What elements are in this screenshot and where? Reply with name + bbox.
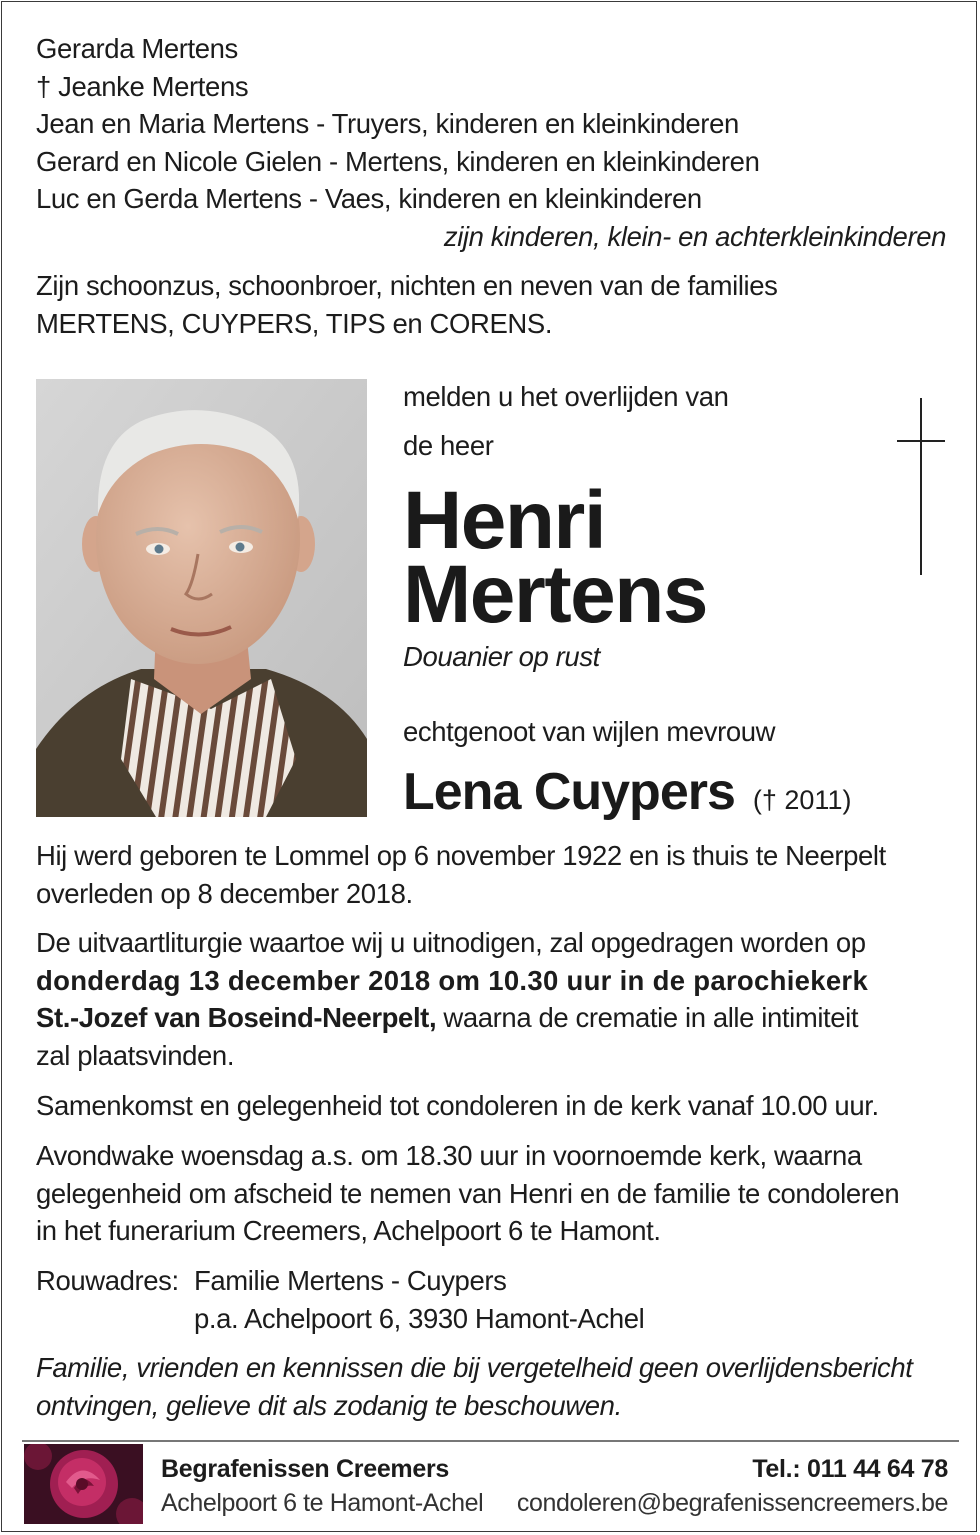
deceased-occupation: Douanier op rust: [403, 641, 600, 672]
funeral-line-4: zal plaatsvinden.: [36, 1039, 235, 1071]
address-label: Rouwadres:: [36, 1265, 179, 1296]
spouse-line: [403, 762, 851, 822]
relatives-line-2: MERTENS, CUYPERS, TIPS en CORENS.: [36, 307, 553, 339]
company-email[interactable]: condoleren@begrafenissencreemers.be: [516, 1489, 948, 1517]
relatives-line-1: Zijn schoonzus, schoonbroer, nichten en neven van de families: [36, 270, 778, 301]
spouse-intro: echtgenoot van wijlen mevrouw: [403, 716, 776, 747]
footer-divider: [22, 1440, 959, 1442]
deceased-last-name: Mertens: [403, 549, 707, 640]
announcement-title: de heer: [403, 430, 494, 461]
family-line-3: Jean en Maria Mertens - Truyers, kinderen en kleinkinderen: [36, 108, 739, 139]
announcement-intro: melden u het overlijden van: [403, 381, 729, 412]
family-line-4: Gerard en Nicole Gielen - Mertens, kinderen en kleinkinderen: [36, 145, 760, 177]
birth-line-2: overleden op 8 december 2018.: [36, 877, 413, 909]
company-name: Begrafenissen Creemers: [161, 1455, 449, 1483]
spouse-died: († 2011): [752, 785, 852, 815]
family-summary: zijn kinderen, klein- en achterkleinkinderen: [443, 220, 946, 252]
cross-icon-bar: [897, 440, 945, 442]
wake-line-3: in het funerarium Creemers, Achelpoort 6 te Hamont.: [36, 1215, 661, 1246]
family-line-2: † Jeanke Mertens: [36, 70, 249, 102]
notice-line-1: Familie, vrienden en kennissen die bij vergetelheid geen overlijdensbericht: [36, 1352, 913, 1383]
address-line-1: Familie Mertens - Cuypers: [194, 1265, 507, 1296]
funeral-church: St.-Jozef van Boseind-Neerpelt,: [36, 1002, 437, 1033]
portrait-photo: [36, 379, 367, 817]
funeral-line-1: De uitvaartliturgie waartoe wij u uitnodigen, zal opgedragen worden op: [36, 927, 866, 958]
gathering-line: Samenkomst en gelegenheid tot condoleren in de kerk vanaf 10.00 uur.: [36, 1090, 879, 1121]
family-line-5: Luc en Gerda Mertens - Vaes, kinderen en kleinkinderen: [36, 183, 702, 214]
wake-line-1: Avondwake woensdag a.s. om 18.30 uur in voornoemde kerk, waarna: [36, 1140, 862, 1171]
deceased-first-name: Henri: [403, 475, 606, 566]
cross-icon: [920, 398, 922, 575]
notice-line-2: ontvingen, gelieve dit als zodanig te beschouwen.: [36, 1389, 622, 1421]
funeral-cremation: waarna de crematie in alle intimiteit: [436, 1002, 859, 1033]
funeral-line-3: [36, 999, 858, 1037]
family-line-1: Gerarda Mertens: [36, 33, 238, 64]
address-line-2: p.a. Achelpoort 6, 3930 Hamont-Achel: [194, 1302, 645, 1334]
company-phone: Tel.: 011 44 64 78: [752, 1455, 948, 1483]
spouse-name: Lena Cuypers: [403, 763, 735, 821]
funeral-line-2: donderdag 13 december 2018 om 10.30 uur in de parochiekerk: [36, 964, 869, 996]
company-address: Achelpoort 6 te Hamont-Achel: [161, 1489, 484, 1517]
birth-line-1: Hij werd geboren te Lommel op 6 november 1922 en is thuis te Neerpelt: [36, 840, 886, 871]
rose-image: [24, 1444, 143, 1524]
wake-line-2: gelegenheid om afscheid te nemen van Henri en de familie te condoleren: [36, 1177, 900, 1209]
